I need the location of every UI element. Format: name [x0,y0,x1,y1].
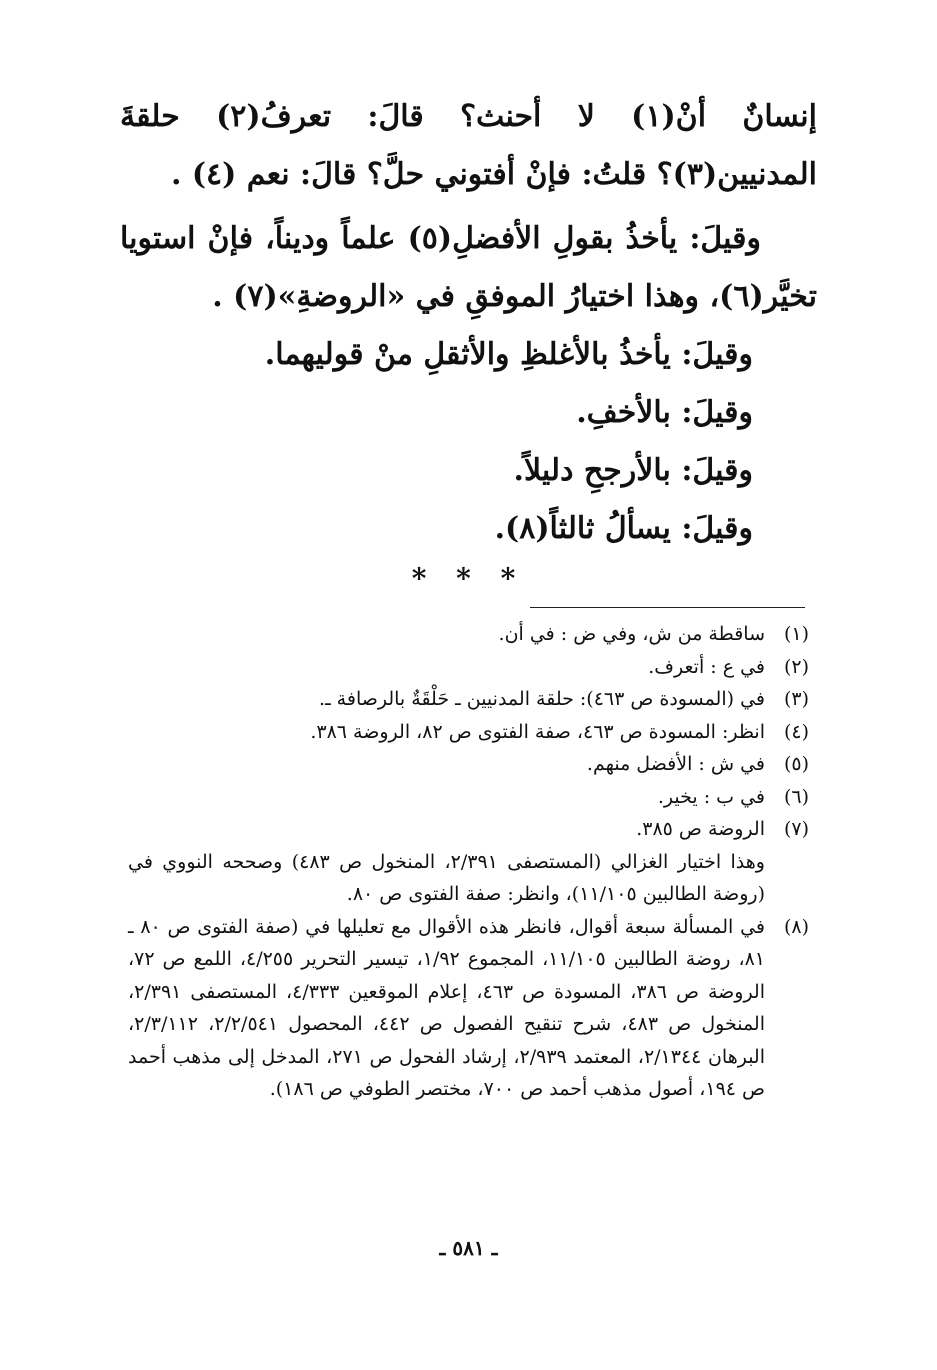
footnote-number: (٧) [783,818,809,840]
footnote-number: (٤) [783,720,809,743]
paragraph-3: وقيلَ: يأخذُ بالأغلظِ والأثقلِ منْ قوليهما. [264,337,753,372]
footnote-text: ساقطة من ش، وفي ض : في أن. [498,623,765,645]
footnote-text: في ع : أتعرف. [648,655,765,678]
footnote-number: (٨) [783,915,809,938]
paragraph-6: وقيلَ: يسألُ ثالثاً(٨). [494,511,753,546]
paragraph-4: وقيلَ: بالأخفِ. [576,395,753,430]
footnote-number: (٢) [783,655,809,678]
footnote-number: (٥) [783,753,809,775]
footnote-8 [128,911,809,1106]
footnote-7-continuation: وهذا اختيار الغزالي (المستصفى ٢/٣٩١، المنخول ص ٤٨٣) وصححه النووي في (روضة الطالبين ١١/١٠٥)، وانظر: صفة الفتوى ص ٨٠. [128,850,765,905]
main-text [120,88,817,558]
footnote-number: (٣) [783,688,809,710]
paragraph-2: وقيلَ: يأخذُ بقولِ الأفضلِ(٥) علماً وديناً، فإنْ استويا تخيَّر(٦)، وهذا اختيارُ الموفقِ في «الروضةِ»(٧) . [120,221,817,314]
footnote-text: في ش : الأفضل منهم. [586,753,765,775]
section-separator: * * * [411,562,526,595]
footnote-6 [128,781,809,814]
paragraph-5: وقيلَ: بالأرجحِ دليلاً. [513,453,753,488]
footnote-text: في (المسودة ص ٤٦٣): حلقة المدنيين ـ حَلْقَةٌ بالرصافة ـ. [319,688,765,710]
footnote-5 [128,748,809,781]
paragraph-1: إنسانٌ أنْ(١) لا أحنث؟ قالَ: تعرفُ(٢) حلقةَ المدنيين(٣)؟ قلتُ: فإنْ أفتوني حلَّ؟ قالَ: نعم (٤) . [120,99,817,192]
footnote-text: انظر: المسودة ص ٤٦٣، صفة الفتوى ص ٨٢، الروضة ٣٨٦. [310,720,765,743]
footnote-divider [530,607,805,608]
footnote-3 [128,683,809,716]
footnote-4 [128,716,809,749]
footnote-number: (١) [783,623,809,645]
footnote-text: الروضة ص ٣٨٥. [636,818,765,840]
footnote-number: (٦) [783,785,809,808]
footnote-text: في المسألة سبعة أقوال، فانظر هذه الأقوال مع تعليلها في (صفة الفتوى ص ٨٠ ـ ٨١، روضة الطالبين ١١/١٠٥، المجموع ١/٩٢، تيسير التحرير ٤/٢٥٥، اللمع ص ٧٢، الروضة ص ٣٨٦، المسودة ص ٤٦٣، إعلام الموقعين ٤/٣٣٣، المستصفى ٢/٣٩١، المنخول ص ٤٨٣، شرح تنقيح الفصول ص ٤٤٢، المحصول ٢/٢/٥٤١، ٢/٣/١١٢، البرهان ٢/١٣٤٤، المعتمد ٢/٩٣٩، إرشاد الفحول ص ٢٧١، المدخل إلى مذهب أحمد ص ١٩٤، أصول مذهب أحمد ص ٧٠٠، مختصر الطوفي ص ١٨٦). [128,915,766,1100]
footnotes [128,618,809,1106]
footnote-2 [128,651,809,684]
page-number: ـ ٥٨١ ـ [439,1236,498,1260]
footnote-text: في ب : يخير. [657,785,765,808]
footnote-1 [128,618,809,651]
footnote-7 [128,813,809,846]
